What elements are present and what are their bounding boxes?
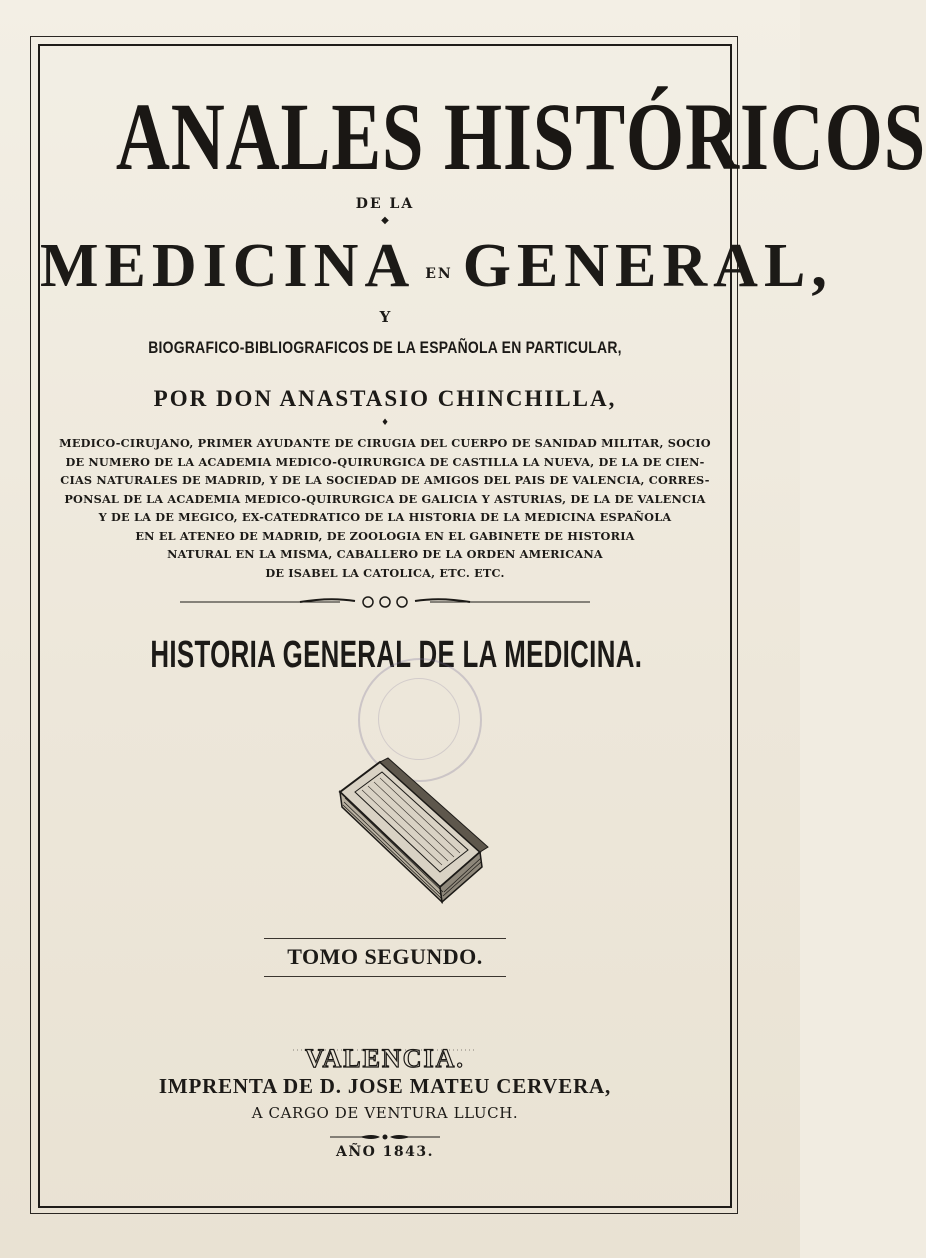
credential-line: NATURAL EN LA MISMA, CABALLERO DE LA ORDEN AMERICANA xyxy=(167,547,603,561)
section-title: HISTORIA GENERAL DE LA MEDICINA. xyxy=(150,634,643,676)
divider-ornament xyxy=(180,594,590,610)
printer-subline: A CARGO DE VENTURA LLUCH. xyxy=(251,1104,519,1122)
year-label: AÑO 1843. xyxy=(335,1144,435,1160)
city-outlined-lettering xyxy=(285,1046,485,1072)
credential-line: PONSAL DE LA ACADEMIA MEDICO-QUIRURGICA DE GALICIA Y ASTURIAS, DE LA DE VALENCIA xyxy=(64,491,706,506)
small-ornament: ♦ xyxy=(380,418,390,428)
en-word: EN xyxy=(425,266,453,282)
volume-label: TOMO SEGUNDO. xyxy=(287,944,483,969)
credential-line: CIAS NATURALES DE MADRID, Y DE LA SOCIEDAD DE AMIGOS DEL PAIS DE VALENCIA, CORRES- xyxy=(60,473,710,487)
medicina-en-general-line xyxy=(40,228,833,304)
medicina-word: MEDICINA xyxy=(40,232,416,300)
page-content xyxy=(40,46,926,1206)
city-name: VALENCIA. xyxy=(305,1044,465,1073)
y-conjunction: Y xyxy=(379,308,391,326)
subtitle: BIOGRAFICO-BIBLIOGRAFICOS DE LA ESPAÑOLA EN PARTICULAR, xyxy=(148,338,622,357)
credential-line: MEDICO-CIRUJANO, PRIMER AYUDANTE DE CIRUGIA DEL CUERPO DE SANIDAD MILITAR, SOCIO xyxy=(59,436,711,450)
dot-ornament: ◆ xyxy=(381,215,389,226)
main-title: ANALES HISTÓRICOS xyxy=(115,83,926,190)
volume-rule-bottom xyxy=(264,976,506,977)
credential-line: EN EL ATENEO DE MADRID, DE ZOOLOGIA EN EL GABINETE DE HISTORIA xyxy=(135,528,635,543)
author-credentials xyxy=(50,434,720,582)
library-stamp-inner xyxy=(378,678,460,760)
printer-line: IMPRENTA DE D. JOSE MATEU CERVERA, xyxy=(158,1074,612,1098)
credential-line: DE ISABEL LA CATOLICA, ETC. ETC. xyxy=(265,565,505,580)
book-illustration xyxy=(330,752,500,912)
author-line: POR DON ANASTASIO CHINCHILLA, xyxy=(153,386,617,411)
small-divider-ornament xyxy=(330,1132,440,1142)
general-word: GENERAL, xyxy=(462,232,833,300)
credential-line: DE NUMERO DE LA ACADEMIA MEDICO-QUIRURGICA DE CASTILLA LA NUEVA, DE LA DE CIEN- xyxy=(65,454,705,469)
volume-rule-top xyxy=(264,938,506,939)
de-la-label: DE LA xyxy=(355,196,415,212)
credential-line: Y DE LA DE MEGICO, EX-CATEDRATICO DE LA HISTORIA DE LA MEDICINA ESPAÑOLA xyxy=(98,510,672,524)
